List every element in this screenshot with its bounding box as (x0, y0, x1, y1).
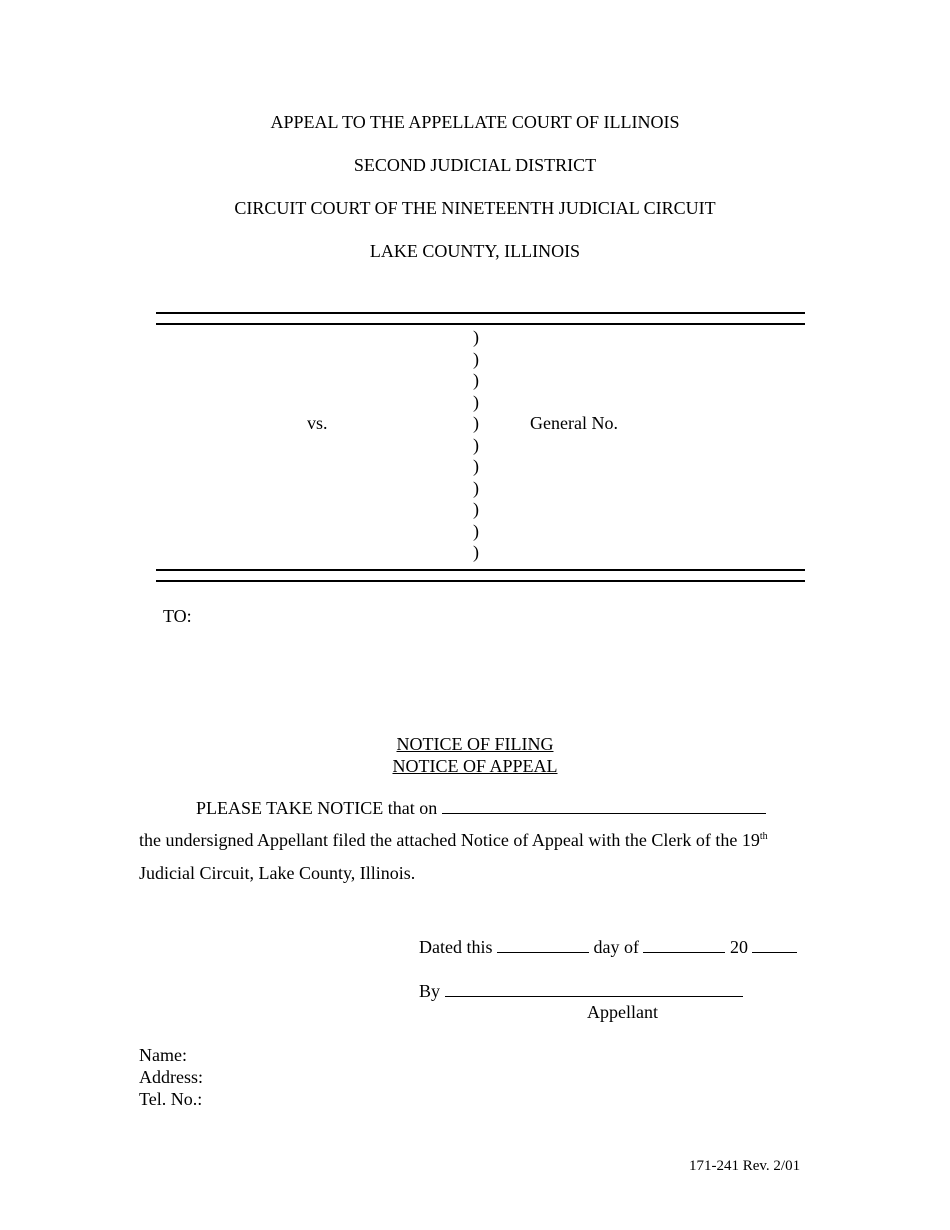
notice-of-filing-title: NOTICE OF FILING (396, 734, 554, 754)
notice-body-line1 (196, 797, 766, 819)
dated-this-label: Dated this (419, 937, 493, 957)
versus-label: vs. (307, 413, 328, 433)
caption-paren: ) (473, 413, 479, 433)
caption-top-rule-2 (156, 323, 805, 325)
caption-top-rule-1 (156, 312, 805, 314)
court-heading-line2: SECOND JUDICIAL DISTRICT (353, 155, 597, 175)
to-label: TO: (163, 606, 192, 626)
caption-paren: ) (473, 391, 479, 412)
year-blank[interactable] (752, 936, 797, 953)
notice-body-text1: PLEASE TAKE NOTICE that on (196, 798, 438, 818)
signature-line (419, 980, 743, 1002)
form-number: 171-241 Rev. 2/01 (689, 1158, 801, 1174)
ordinal-suffix: th (759, 831, 768, 842)
general-number-label: General No. (530, 413, 618, 433)
appellant-label: Appellant (587, 1002, 658, 1022)
caption-paren: ) (473, 542, 479, 562)
notice-body-line3: Judicial Circuit, Lake County, Illinois. (139, 863, 416, 883)
court-heading-line1: APPEAL TO THE APPELLATE COURT OF ILLINOIS (270, 112, 680, 132)
address-label: Address: (139, 1067, 203, 1087)
year-prefix: 20 (729, 937, 748, 957)
notice-body-line2 (139, 829, 768, 851)
telephone-label: Tel. No.: (139, 1089, 203, 1109)
dated-line (419, 936, 797, 958)
court-heading-line3: CIRCUIT COURT OF THE NINETEENTH JUDICIAL CIRCUIT (234, 198, 716, 218)
caption-parenthesis-column (473, 327, 485, 564)
filing-date-blank[interactable] (442, 797, 766, 814)
notice-body-text2: the undersigned Appellant filed the attached Notice of Appeal with the Clerk of the 19 (139, 830, 760, 850)
caption-bottom-rule-1 (156, 569, 805, 571)
day-blank[interactable] (497, 936, 589, 953)
caption-bottom-rule-2 (156, 580, 805, 582)
notice-of-appeal-title: NOTICE OF APPEAL (392, 756, 558, 776)
caption-paren: ) (473, 477, 479, 498)
caption-paren: ) (473, 434, 479, 455)
month-blank[interactable] (643, 936, 725, 953)
caption-paren: ) (473, 370, 479, 390)
by-label: By (419, 981, 441, 1001)
caption-paren: ) (473, 456, 479, 476)
court-heading-line4: LAKE COUNTY, ILLINOIS (369, 241, 581, 261)
name-label: Name: (139, 1045, 187, 1065)
caption-paren: ) (473, 327, 479, 347)
caption-paren: ) (473, 348, 479, 369)
caption-paren: ) (473, 520, 479, 541)
day-of-label: day of (593, 937, 639, 957)
caption-paren: ) (473, 499, 479, 519)
signature-blank[interactable] (445, 980, 743, 997)
